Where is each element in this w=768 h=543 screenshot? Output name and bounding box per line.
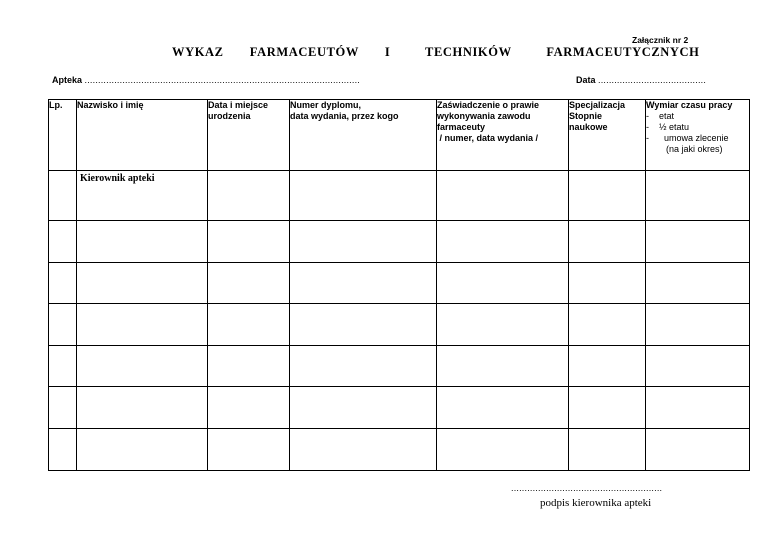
pharmacy-label: Apteka bbox=[52, 75, 83, 85]
cell-birth[interactable] bbox=[208, 171, 290, 221]
cell-certificate[interactable] bbox=[437, 171, 569, 221]
cell-diploma[interactable] bbox=[290, 428, 437, 470]
cell-specialization[interactable] bbox=[569, 171, 646, 221]
header-specialization-line: Specjalizacja bbox=[569, 100, 626, 110]
header-certificate bbox=[437, 100, 569, 171]
table-row bbox=[49, 221, 750, 263]
header-specialization-line: Stopnie bbox=[569, 111, 602, 121]
document-title: WYKAZ FARMACEUTÓW I TECHNIKÓW FARMACEUTYCZNYCH bbox=[172, 45, 700, 59]
cell-certificate[interactable] bbox=[437, 221, 569, 263]
cell-specialization[interactable] bbox=[569, 387, 646, 429]
header-birth-line: urodzenia bbox=[208, 111, 251, 121]
header-lp: Lp. bbox=[49, 100, 77, 171]
cell-work-time[interactable] bbox=[646, 345, 750, 387]
cell-work-time[interactable] bbox=[646, 262, 750, 304]
pharmacy-field[interactable] bbox=[52, 75, 360, 85]
cell-specialization[interactable] bbox=[569, 262, 646, 304]
table-row bbox=[49, 262, 750, 304]
cell-birth[interactable] bbox=[208, 345, 290, 387]
cell-specialization[interactable] bbox=[569, 304, 646, 346]
signature-line[interactable]: ........................................................ bbox=[511, 483, 663, 493]
date-label: Data bbox=[576, 75, 596, 85]
header-work-time bbox=[646, 100, 750, 171]
header-diploma-line: Numer dyplomu, bbox=[290, 100, 362, 110]
header-specialization-line: naukowe bbox=[569, 122, 608, 132]
table-row bbox=[49, 428, 750, 470]
date-input-line[interactable]: ........................................ bbox=[598, 75, 707, 85]
cell-specialization[interactable] bbox=[569, 221, 646, 263]
header-birth bbox=[208, 100, 290, 171]
cell-diploma[interactable] bbox=[290, 387, 437, 429]
cell-lp[interactable] bbox=[49, 428, 77, 470]
cell-lp[interactable] bbox=[49, 262, 77, 304]
cell-certificate[interactable] bbox=[437, 387, 569, 429]
cell-name[interactable] bbox=[77, 221, 208, 263]
cell-birth[interactable] bbox=[208, 304, 290, 346]
cell-certificate[interactable] bbox=[437, 304, 569, 346]
table-row bbox=[49, 345, 750, 387]
cell-certificate[interactable] bbox=[437, 428, 569, 470]
cell-diploma[interactable] bbox=[290, 221, 437, 263]
cell-name[interactable] bbox=[77, 387, 208, 429]
cell-name[interactable] bbox=[77, 345, 208, 387]
cell-work-time[interactable] bbox=[646, 304, 750, 346]
date-field[interactable] bbox=[576, 75, 706, 85]
header-certificate-line: wykonywania zawodu bbox=[437, 111, 531, 121]
annex-label: Załącznik nr 2 bbox=[632, 35, 689, 45]
cell-lp[interactable] bbox=[49, 304, 77, 346]
header-certificate-line: / numer, data wydania / bbox=[437, 133, 539, 143]
header-certificate-line: Zaświadczenie o prawie bbox=[437, 100, 540, 110]
pharmacy-input-line[interactable]: ...................................................................................................... bbox=[84, 75, 360, 85]
signature-label: podpis kierownika apteki bbox=[540, 497, 652, 509]
cell-name[interactable] bbox=[77, 262, 208, 304]
cell-manager-label[interactable]: Kierownik apteki bbox=[77, 171, 208, 221]
header-birth-line: Data i miejsce bbox=[208, 100, 269, 110]
work-time-option: - ½ etatu bbox=[646, 122, 690, 132]
header-name: Nazwisko i imię bbox=[77, 100, 208, 171]
header-specialization bbox=[569, 100, 646, 171]
cell-work-time[interactable] bbox=[646, 171, 750, 221]
cell-specialization[interactable] bbox=[569, 428, 646, 470]
cell-diploma[interactable] bbox=[290, 262, 437, 304]
cell-birth[interactable] bbox=[208, 428, 290, 470]
header-diploma bbox=[290, 100, 437, 171]
staff-table bbox=[48, 99, 750, 471]
cell-work-time[interactable] bbox=[646, 387, 750, 429]
cell-specialization[interactable] bbox=[569, 345, 646, 387]
work-time-option: - umowa zlecenie bbox=[646, 133, 729, 143]
cell-name[interactable] bbox=[77, 304, 208, 346]
cell-certificate[interactable] bbox=[437, 345, 569, 387]
cell-lp[interactable] bbox=[49, 171, 77, 221]
cell-diploma[interactable] bbox=[290, 345, 437, 387]
cell-lp[interactable] bbox=[49, 387, 77, 429]
cell-certificate[interactable] bbox=[437, 262, 569, 304]
table-row bbox=[49, 387, 750, 429]
header-diploma-line: data wydania, przez kogo bbox=[290, 111, 399, 121]
table-row bbox=[49, 304, 750, 346]
cell-lp[interactable] bbox=[49, 345, 77, 387]
header-certificate-line: farmaceuty bbox=[437, 122, 486, 132]
cell-work-time[interactable] bbox=[646, 428, 750, 470]
table-header-row bbox=[49, 100, 750, 171]
cell-birth[interactable] bbox=[208, 221, 290, 263]
cell-birth[interactable] bbox=[208, 387, 290, 429]
table-row bbox=[49, 171, 750, 221]
cell-name[interactable] bbox=[77, 428, 208, 470]
cell-work-time[interactable] bbox=[646, 221, 750, 263]
header-work-time-title: Wymiar czasu pracy bbox=[646, 100, 733, 110]
cell-lp[interactable] bbox=[49, 221, 77, 263]
cell-diploma[interactable] bbox=[290, 171, 437, 221]
cell-birth[interactable] bbox=[208, 262, 290, 304]
work-time-option: - etat bbox=[646, 111, 675, 121]
work-time-option: (na jaki okres) bbox=[646, 144, 723, 154]
cell-diploma[interactable] bbox=[290, 304, 437, 346]
